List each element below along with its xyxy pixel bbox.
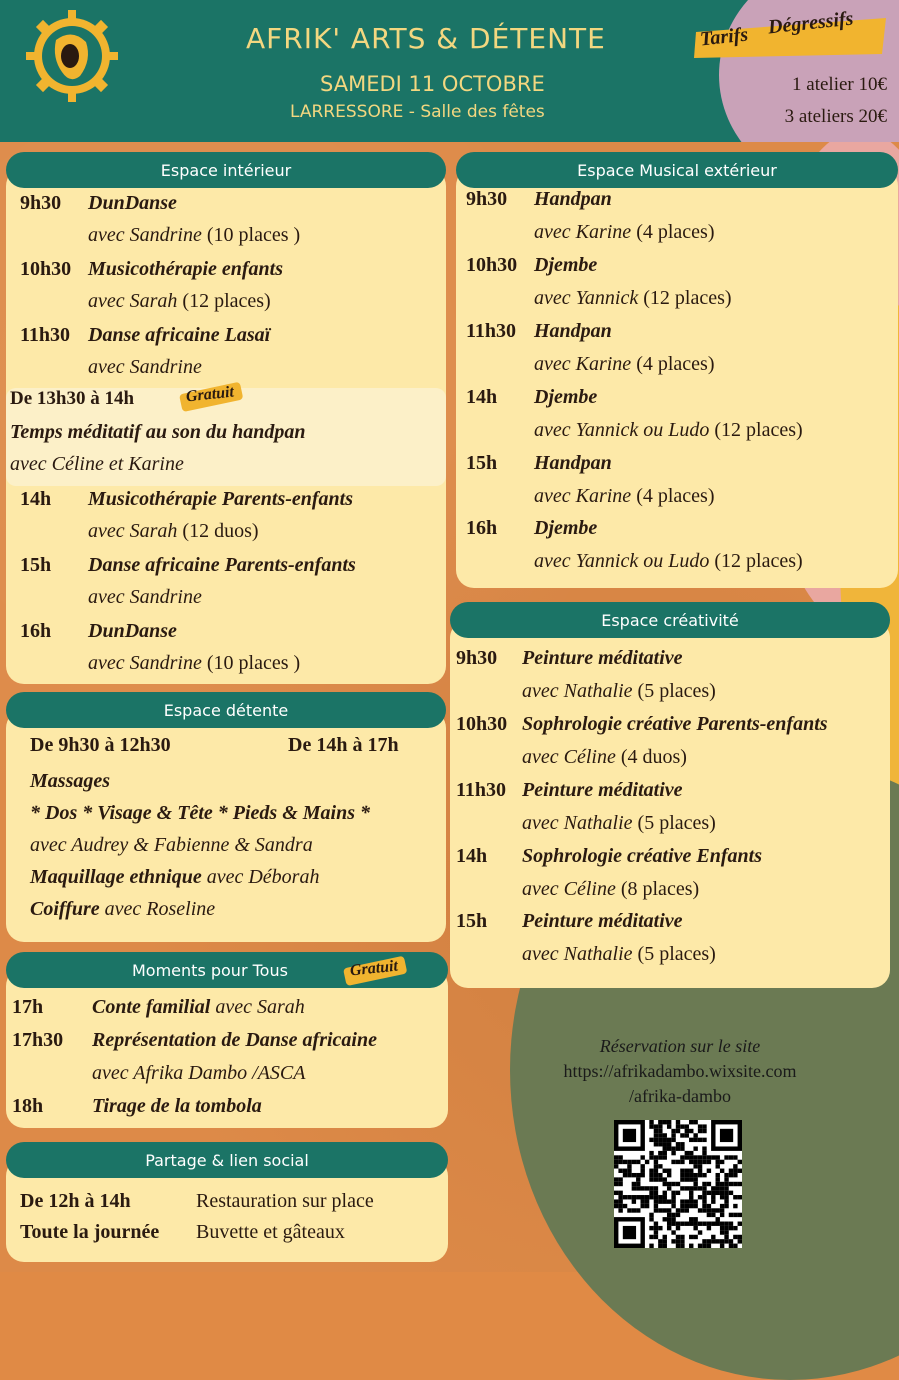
partage-text: Buvette et gâteaux: [196, 1221, 345, 1243]
musical-places: (12 places): [643, 287, 732, 309]
partage-time: Toute la journée: [20, 1221, 160, 1243]
creativite-time: 11h30: [456, 779, 507, 801]
section-title-creativite: Espace créativité: [450, 602, 890, 638]
interieur-with: avec Sandrine: [88, 586, 202, 608]
tous-with: avec Sarah: [210, 996, 305, 1018]
creativite-with-row: [522, 746, 687, 769]
tarif-1: 1 atelier 10€: [792, 74, 887, 95]
partage-time: De 12h à 14h: [20, 1190, 131, 1212]
creativite-activity: Peinture méditative: [522, 647, 683, 669]
interieur-with-row: [88, 290, 271, 313]
header: [0, 0, 899, 142]
creativite-activity: Peinture méditative: [522, 910, 683, 932]
creativite-with: avec Céline: [522, 746, 616, 768]
musical-places: (4 places): [631, 353, 715, 375]
interieur-with-row: [88, 652, 300, 675]
section-title-tous: Moments pour Tous: [6, 952, 448, 988]
tarifs-label-1: Tarifs: [698, 23, 750, 51]
interieur-with: avec Sarah: [88, 520, 178, 542]
interieur-with-row: [88, 356, 202, 379]
tous-activity: Conte familial: [92, 996, 211, 1018]
interieur-with: avec Sandrine: [88, 356, 202, 378]
musical-activity: Handpan: [534, 452, 612, 474]
section-title-musical: Espace Musical extérieur: [456, 152, 898, 188]
musical-activity: Handpan: [534, 188, 612, 210]
detente-coiffure: Coiffure: [30, 898, 100, 920]
interieur-time: 14h: [20, 488, 52, 510]
event-date: SAMEDI 11 OCTOBRE: [320, 72, 545, 96]
highlight-with: avec Céline et Karine: [10, 453, 184, 475]
interieur-with-row: [88, 224, 300, 247]
tous-with: avec Afrika Dambo /ASCA: [92, 1062, 306, 1084]
tarif-2: 3 ateliers 20€: [784, 106, 887, 127]
musical-places: (12 places): [709, 550, 803, 572]
interieur-with: avec Sandrine: [88, 652, 202, 674]
creativite-places: (4 duos): [615, 746, 687, 768]
musical-with-row: [534, 287, 732, 310]
creativite-places: (5 places): [632, 680, 716, 702]
detente-massages: Massages: [30, 770, 111, 792]
musical-with: avec Karine: [534, 485, 632, 507]
interieur-time: 16h: [20, 620, 52, 642]
creativite-places: (5 places): [632, 943, 716, 965]
musical-places: (12 places): [709, 419, 803, 441]
creativite-with: avec Nathalie: [522, 943, 633, 965]
interieur-activity: DunDanse: [88, 620, 177, 642]
interieur-places: (10 places ): [201, 224, 301, 246]
interieur-places: (12 places): [177, 290, 271, 312]
tous-activity: Représentation de Danse africaine: [92, 1029, 377, 1051]
detente-time-1: De 9h30 à 12h30: [30, 734, 171, 756]
detente-coiffure-with: avec Roseline: [99, 898, 216, 920]
interieur-with: avec Sandrine: [88, 224, 202, 246]
interieur-activity: Danse africaine Parents-enfants: [88, 554, 356, 576]
reservation-block: [500, 1034, 860, 1109]
musical-activity: Djembe: [534, 254, 598, 276]
interieur-activity: Musicothérapie Parents-enfants: [88, 488, 354, 510]
creativite-with-row: [522, 943, 716, 966]
detente-massage-with: avec Audrey & Fabienne & Sandra: [30, 834, 313, 856]
gratuit-badge-2: Gratuit: [349, 957, 399, 980]
interieur-places: (10 places ): [201, 652, 301, 674]
musical-with-row: [534, 419, 803, 442]
musical-with: avec Karine: [534, 353, 632, 375]
musical-time: 11h30: [466, 320, 517, 342]
creativite-with: avec Céline: [522, 878, 616, 900]
creativite-time: 10h30: [456, 713, 508, 735]
musical-time: 14h: [466, 386, 498, 408]
musical-with-row: [534, 485, 714, 508]
tous-time: 18h: [12, 1095, 44, 1117]
reservation-url-path[interactable]: /afrika-dambo: [629, 1086, 731, 1106]
creativite-activity: Sophrologie créative Enfants: [522, 845, 763, 867]
qr-code-icon[interactable]: [614, 1120, 742, 1248]
reservation-url[interactable]: https://afrikadambo.wixsite.com: [563, 1061, 797, 1081]
gratuit-badge-1: Gratuit: [185, 383, 235, 406]
interieur-time: 15h: [20, 554, 52, 576]
section-title-interieur: Espace intérieur: [6, 152, 446, 188]
musical-with-row: [534, 221, 714, 244]
creativite-time: 9h30: [456, 647, 498, 669]
creativite-with-row: [522, 878, 699, 901]
creativite-time: 14h: [456, 845, 488, 867]
musical-activity: Djembe: [534, 386, 598, 408]
creativite-activity: Peinture méditative: [522, 779, 683, 801]
tous-activity-row: [92, 1095, 262, 1118]
interieur-places: (12 duos): [177, 520, 259, 542]
interieur-with-row: [88, 520, 259, 543]
creativite-with: avec Nathalie: [522, 812, 633, 834]
musical-places: (4 places): [631, 485, 715, 507]
musical-with: avec Yannick: [534, 287, 644, 309]
partage-text: Restauration sur place: [196, 1190, 374, 1212]
logo-icon: [26, 10, 118, 102]
tous-activity: Tirage de la tombola: [92, 1095, 262, 1117]
musical-with: avec Karine: [534, 221, 632, 243]
detente-coiffure-row: [30, 898, 215, 921]
interieur-time: 10h30: [20, 258, 72, 280]
interieur-with: avec Sarah: [88, 290, 178, 312]
interieur-activity: Danse africaine Lasaï: [88, 324, 271, 346]
detente-maquillage-with: avec Déborah: [201, 866, 320, 888]
section-title-partage: Partage & lien social: [6, 1142, 448, 1178]
reservation-label: Réservation sur le site: [599, 1036, 761, 1056]
interieur-with-row: [88, 586, 202, 609]
creativite-places: (5 places): [632, 812, 716, 834]
musical-activity: Handpan: [534, 320, 612, 342]
highlight-time: De 13h30 à 14h: [10, 388, 135, 409]
interieur-activity: Musicothérapie enfants: [88, 258, 284, 280]
musical-activity: Djembe: [534, 517, 598, 539]
musical-time: 15h: [466, 452, 498, 474]
creativite-with-row: [522, 812, 716, 835]
creativite-time: 15h: [456, 910, 488, 932]
detente-massage-types: * Dos * Visage & Tête * Pieds & Mains *: [30, 802, 370, 824]
musical-with-row: [534, 353, 714, 376]
musical-with: avec Yannick ou Ludo: [534, 550, 710, 572]
event-title: AFRIK' ARTS & DÉTENTE: [246, 22, 606, 55]
creativite-places: (8 places): [615, 878, 700, 900]
musical-places: (4 places): [631, 221, 715, 243]
tous-activity-row: [92, 1029, 377, 1052]
creativite-with-row: [522, 680, 716, 703]
interieur-activity: DunDanse: [88, 192, 177, 214]
event-place: LARRESSORE - Salle des fêtes: [290, 102, 545, 122]
tous-time: 17h30: [12, 1029, 64, 1051]
musical-time: 10h30: [466, 254, 518, 276]
detente-time-2: De 14h à 17h: [288, 734, 399, 756]
musical-time: 9h30: [466, 188, 508, 210]
musical-time: 16h: [466, 517, 498, 539]
creativite-with: avec Nathalie: [522, 680, 633, 702]
tous-activity-row: [92, 996, 305, 1019]
musical-with-row: [534, 550, 803, 573]
tous-time: 17h: [12, 996, 44, 1018]
detente-maquillage-row: [30, 866, 319, 889]
tous-activity-row: [92, 1062, 305, 1085]
musical-with: avec Yannick ou Ludo: [534, 419, 710, 441]
section-title-detente: Espace détente: [6, 692, 446, 728]
highlight-activity: Temps méditatif au son du handpan: [10, 421, 306, 443]
interieur-time: 9h30: [20, 192, 62, 214]
creativite-activity: Sophrologie créative Parents-enfants: [522, 713, 828, 735]
detente-maquillage: Maquillage ethnique: [30, 866, 202, 888]
interieur-time: 11h30: [20, 324, 71, 346]
tarifs-label-2: Dégressifs: [767, 7, 855, 39]
